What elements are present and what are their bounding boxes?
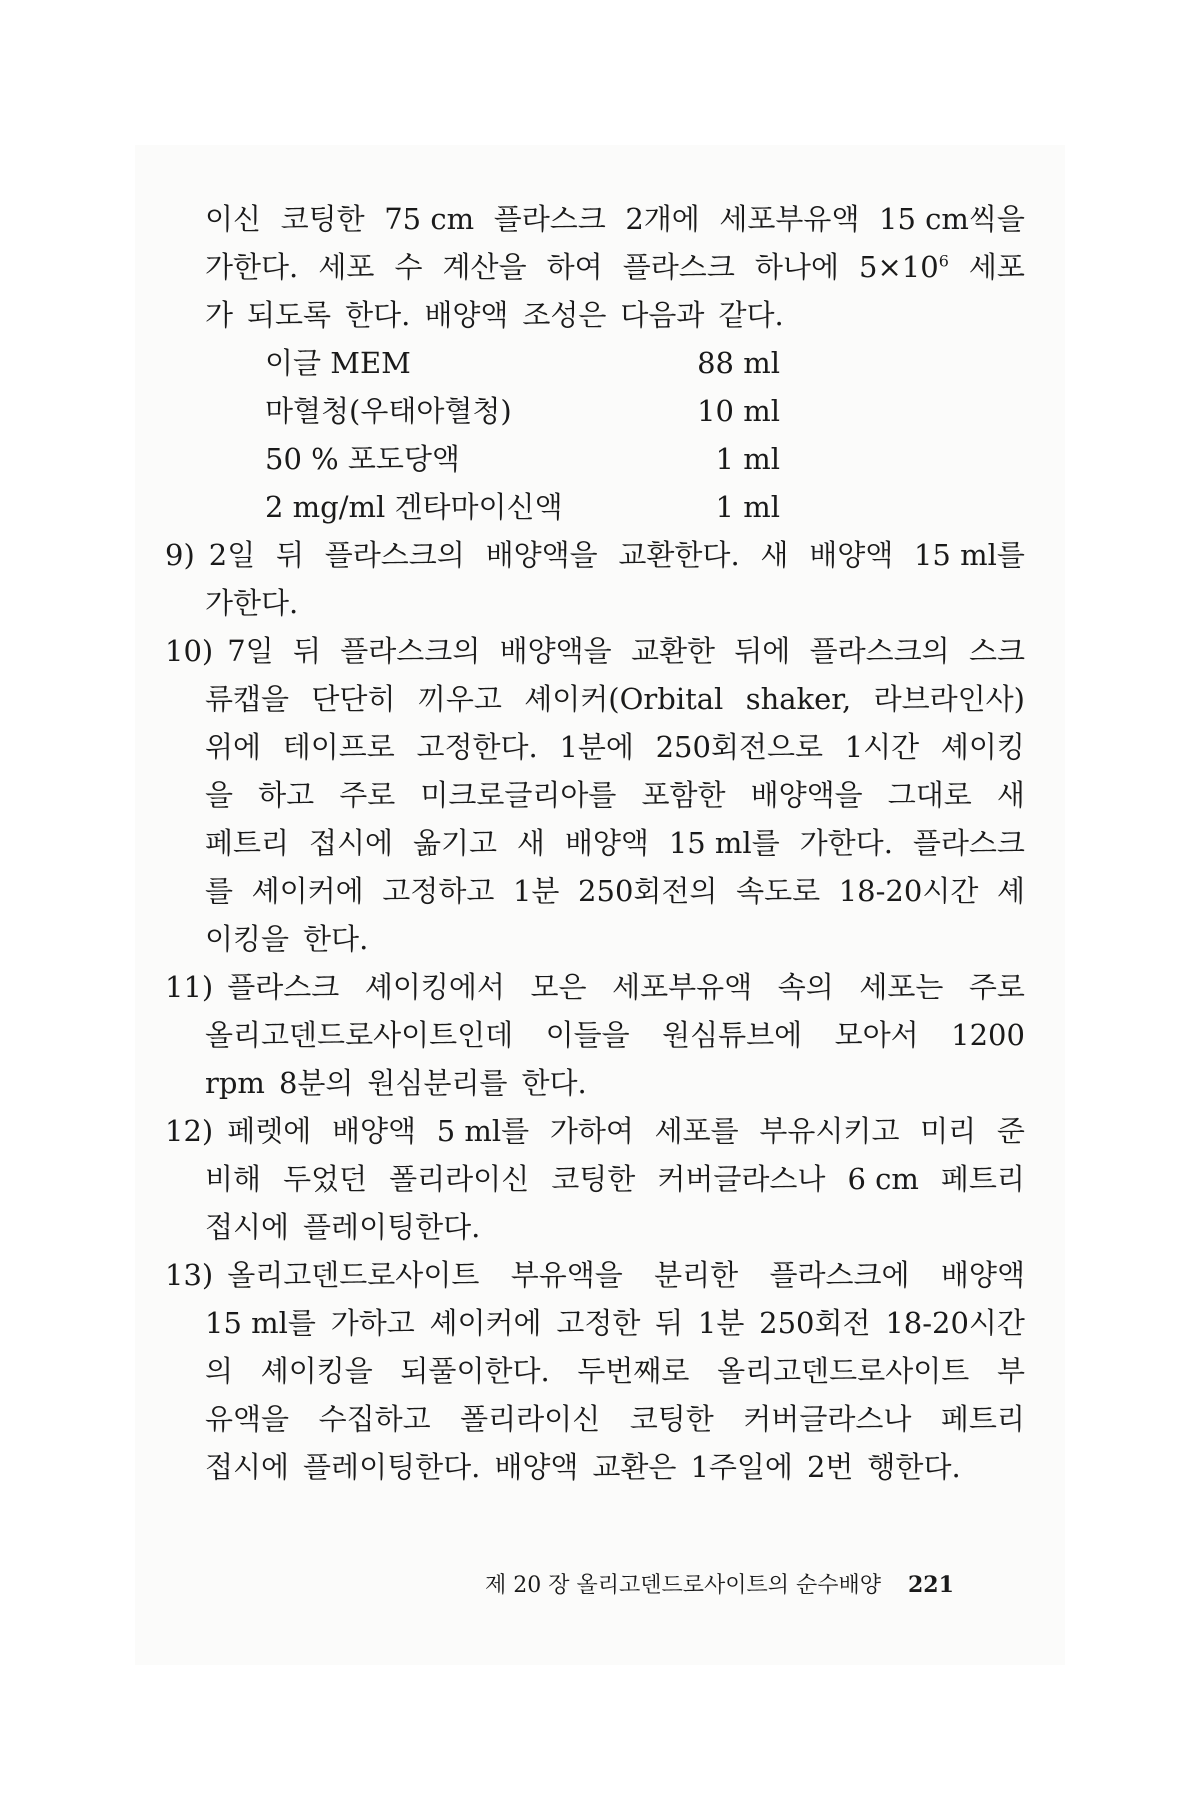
word: 셰이킹에서 <box>364 970 505 1004</box>
word: 플라스크 <box>493 202 606 236</box>
word: 라브라인사) <box>873 682 1025 716</box>
word: 가한다. <box>799 826 893 860</box>
word: 올리고덴드로사이트인데 <box>205 1018 514 1052</box>
word: 가한다. <box>205 586 299 620</box>
word: 이들을 <box>545 1018 630 1052</box>
word: 배양액 <box>331 1114 417 1148</box>
item-number: 11) <box>165 970 214 1004</box>
word: 유액을 <box>205 1402 290 1436</box>
word: 원심분리를 <box>367 1066 508 1100</box>
word: 한다. <box>345 298 411 332</box>
word: 을 <box>205 778 234 812</box>
word: 배양액 <box>809 538 894 572</box>
word: 플라스크 <box>622 250 735 284</box>
word: 포함한 <box>641 778 726 812</box>
word: 고정하고 <box>382 874 495 908</box>
recipe-amount: 1 ml <box>715 490 780 524</box>
item-number: 9) <box>165 538 195 572</box>
word: 커버글라스나 <box>657 1162 826 1196</box>
word: 배양액을 <box>485 538 598 572</box>
word: 배양액 <box>564 826 649 860</box>
word: 단단히 <box>311 682 396 716</box>
recipe-amount: 88 ml <box>697 346 780 380</box>
recipe-amount: 1 ml <box>715 442 780 476</box>
chapter-title: 제 20 장 올리고덴드로사이트의 순수배양 <box>485 1573 881 1598</box>
page-footer <box>485 1568 954 1599</box>
recipe-ingredient: 2 mg/ml 겐타마이신액 <box>265 490 563 524</box>
word: 폴리라이신 <box>389 1162 530 1196</box>
word: 6 cm <box>847 1162 919 1196</box>
word: 계산을 <box>442 250 527 284</box>
word: 두번째로 <box>577 1354 690 1388</box>
text-line <box>205 1203 1025 1251</box>
word: 되도록 <box>247 298 332 332</box>
word: 모은 <box>530 970 587 1004</box>
text-line <box>205 867 1025 915</box>
word: 세포부유액 <box>719 202 860 236</box>
word: 뒤 <box>655 1306 684 1340</box>
word: 옮기고 <box>412 826 497 860</box>
word: 다음과 <box>620 298 705 332</box>
word: 되풀이한다. <box>400 1354 550 1388</box>
word: 플라스크의 <box>324 538 465 572</box>
word: 5 ml를 <box>436 1114 530 1148</box>
word: 셰 <box>996 874 1025 908</box>
recipe-row <box>205 483 1025 531</box>
word: 세포는 <box>859 970 944 1004</box>
text-line <box>205 1011 1025 1059</box>
item-line-text <box>227 1251 1025 1299</box>
item-number: 13) <box>165 1258 214 1292</box>
word: 커버글라스나 <box>743 1402 912 1436</box>
body-text <box>165 195 1025 1491</box>
word: 18-20시간 <box>885 1306 1025 1340</box>
text-line <box>205 1155 1025 1203</box>
word: 플라스크 <box>227 970 340 1004</box>
word: 그대로 <box>887 778 972 812</box>
word: 뒤에 <box>734 634 791 668</box>
word: 폴리라이신 <box>460 1402 601 1436</box>
word: 접시에 <box>205 1210 290 1244</box>
word: 교환한다. <box>618 538 740 572</box>
word: 고정한다. <box>416 730 538 764</box>
text-line <box>205 771 1025 819</box>
word: 페렛에 <box>227 1114 312 1148</box>
word: 미크로글리아를 <box>420 778 617 812</box>
word: 1200 <box>951 1018 1025 1052</box>
item-number: 12) <box>165 1114 214 1148</box>
word: 속의 <box>777 970 834 1004</box>
word: 뒤 <box>292 634 321 668</box>
word: 셰이킹 <box>940 730 1025 764</box>
word: 새 <box>996 778 1025 812</box>
word: 미리 <box>920 1114 977 1148</box>
word: 행한다. <box>867 1450 961 1484</box>
text-line <box>205 675 1025 723</box>
text-line <box>205 1395 1025 1443</box>
word: 75 cm <box>384 202 475 236</box>
word: 1시간 <box>844 730 920 764</box>
word: 세포부유액 <box>612 970 753 1004</box>
word: 이킹을 <box>205 922 290 956</box>
word: 가하고 <box>330 1306 415 1340</box>
text-line <box>205 195 1025 243</box>
word: 스크 <box>968 634 1025 668</box>
word: 고정한 <box>556 1306 641 1340</box>
word: 의 <box>205 1354 234 1388</box>
word: 준 <box>996 1114 1025 1148</box>
word: 배양액 <box>940 1258 1025 1292</box>
text-line <box>205 243 1025 291</box>
word: 배양액을 <box>750 778 863 812</box>
text-line <box>205 1299 1025 1347</box>
item-line-text <box>209 531 1025 579</box>
word: 1분 <box>697 1306 745 1340</box>
word: 주로 <box>968 970 1025 1004</box>
word: 가 <box>205 298 234 332</box>
word: 페트리 <box>940 1162 1025 1196</box>
word: 2번 <box>806 1450 854 1484</box>
word: 15 ml를 <box>913 538 1025 572</box>
word: 페트리 <box>205 826 290 860</box>
word: 8분의 <box>278 1066 354 1100</box>
word: 접시에 <box>205 1450 290 1484</box>
item-line-text <box>227 1107 1025 1155</box>
word: 두었던 <box>283 1162 368 1196</box>
word: 비해 <box>205 1162 262 1196</box>
item-line-text <box>227 627 1025 675</box>
word: 코팅한 <box>280 202 365 236</box>
word: 끼우고 <box>417 682 502 716</box>
word: 접시에 <box>308 826 394 860</box>
word: 250회전 <box>759 1306 871 1340</box>
word: 한다. <box>303 922 369 956</box>
word: 코팅한 <box>629 1402 714 1436</box>
word: 플레이팅한다. <box>303 1450 481 1484</box>
text-line <box>205 291 1025 339</box>
recipe-row <box>205 387 1025 435</box>
word: 세포 <box>968 250 1025 284</box>
word: 2개에 <box>625 202 700 236</box>
item-number: 10) <box>165 634 214 668</box>
word: 1주일에 <box>690 1450 793 1484</box>
word: 250회전의 <box>578 874 718 908</box>
text-line <box>205 579 1025 627</box>
word: 새 <box>760 538 789 572</box>
word: 7일 <box>227 634 274 668</box>
word: 수집하고 <box>318 1402 431 1436</box>
word: 250회전으로 <box>655 730 824 764</box>
word: 15 cm씩을 <box>879 202 1025 236</box>
word: 플라스크의 <box>340 634 481 668</box>
word: 배양액 <box>494 1450 579 1484</box>
word: 올리고덴드로사이트 <box>227 1258 480 1292</box>
word: $5\times 10^6$ <box>859 250 949 284</box>
word: 조성은 <box>522 298 607 332</box>
word: 새 <box>516 826 545 860</box>
word: 뒤 <box>275 538 304 572</box>
text-line <box>205 1347 1025 1395</box>
word: 원심튜브에 <box>662 1018 803 1052</box>
word: rpm <box>205 1066 265 1100</box>
word: shaker, <box>745 682 852 716</box>
numbered-item-first-line <box>165 963 1025 1011</box>
word: 셰이커에 <box>429 1306 542 1340</box>
word: 배양액을 <box>499 634 612 668</box>
word: 1분 <box>512 874 560 908</box>
text-line <box>205 1443 1025 1491</box>
word: 교환은 <box>592 1450 677 1484</box>
word: 부 <box>996 1354 1025 1388</box>
recipe-ingredient: 마혈청(우태아혈청) <box>265 394 512 428</box>
page-number: 221 <box>908 1572 954 1598</box>
recipe-ingredient: 이글 MEM <box>265 346 411 380</box>
word: 플라스크에 <box>769 1258 910 1292</box>
word: 15 ml를 <box>205 1306 316 1340</box>
recipe-ingredient: 50 % 포도당액 <box>265 442 460 476</box>
word: 수 <box>394 250 423 284</box>
word: 를 <box>205 874 234 908</box>
word: 주로 <box>339 778 396 812</box>
word: 이신 <box>205 202 262 236</box>
word: 모아서 <box>834 1018 919 1052</box>
word: 셰이커에 <box>251 874 364 908</box>
word: 같다. <box>718 298 784 332</box>
word: 배양액 <box>424 298 509 332</box>
word: 가하여 <box>549 1114 634 1148</box>
word: 테이프로 <box>282 730 395 764</box>
word: 부유시키고 <box>759 1114 900 1148</box>
word: 플라스크의 <box>809 634 950 668</box>
word: 위에 <box>205 730 262 764</box>
word: 세포 <box>318 250 375 284</box>
word: 플라스크 <box>912 826 1025 860</box>
numbered-item-first-line <box>165 531 1025 579</box>
word: 세포를 <box>654 1114 739 1148</box>
numbered-item-first-line <box>165 1107 1025 1155</box>
text-line <box>205 915 1025 963</box>
word: 2일 <box>208 538 256 572</box>
item-line-text <box>227 963 1025 1011</box>
word: 15 ml를 <box>668 826 780 860</box>
word: 18-20시간 <box>838 874 979 908</box>
word: 가한다. <box>205 250 299 284</box>
word: 속도로 <box>736 874 821 908</box>
word: 하나에 <box>754 250 839 284</box>
text-line <box>205 723 1025 771</box>
word: 올리고덴드로사이트 <box>717 1354 970 1388</box>
numbered-item-first-line <box>165 627 1025 675</box>
exponent: 6 <box>938 251 949 271</box>
word: 코팅한 <box>551 1162 636 1196</box>
word: 하여 <box>546 250 603 284</box>
word: 1분에 <box>559 730 634 764</box>
word: 셰이커(Orbital <box>524 682 724 716</box>
word: 하고 <box>258 778 315 812</box>
word: 한다. <box>521 1066 587 1100</box>
word: 분리한 <box>654 1258 739 1292</box>
text-line <box>205 819 1025 867</box>
word: 교환한 <box>630 634 716 668</box>
word: 부유액을 <box>510 1258 623 1292</box>
text-line <box>205 1059 1025 1107</box>
word: 플레이팅한다. <box>303 1210 481 1244</box>
recipe-row <box>205 339 1025 387</box>
numbered-item-first-line <box>165 1251 1025 1299</box>
word: 셰이킹을 <box>260 1354 373 1388</box>
recipe-amount: 10 ml <box>697 394 780 428</box>
word: 류캡을 <box>205 682 290 716</box>
recipe-row <box>205 435 1025 483</box>
word: 페트리 <box>940 1402 1025 1436</box>
